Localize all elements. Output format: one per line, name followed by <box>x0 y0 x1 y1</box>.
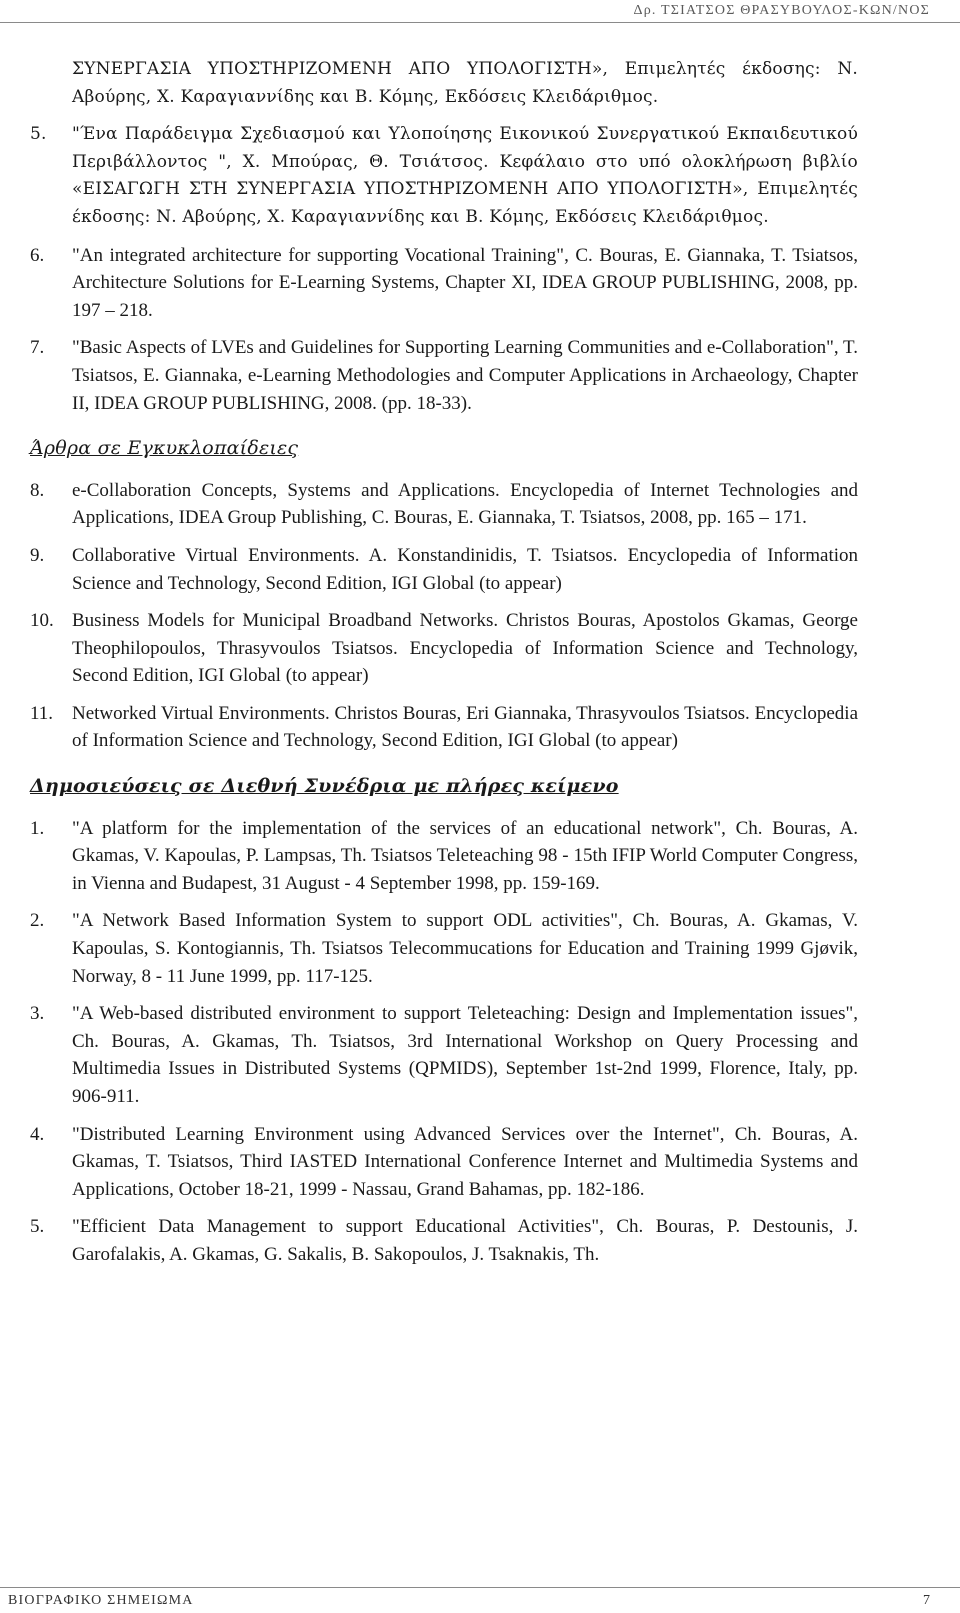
item-number: 8. <box>30 479 45 501</box>
encyclopedia-list <box>30 477 858 755</box>
list-item <box>30 242 858 325</box>
footer-title: ΒΙΟΓΡΑΦΙΚΟ ΣΗΜΕΙΩΜΑ <box>8 1593 194 1608</box>
list-item <box>30 121 858 231</box>
continuation-paragraph: ΣΥΝΕΡΓΑΣΙΑ ΥΠΟΣΤΗΡΙΖΟΜΕΝΗ ΑΠΟ ΥΠΟΛΟΓΙΣΤΗ», Επιμελητές έκδοσης: Ν. Αβούρης, Χ. Καραγιαννίδης και Β. Κόμης, Εκδόσεις Κλειδάριθμος. <box>72 59 858 107</box>
page-number: 7 <box>923 1593 930 1608</box>
item-number: 9. <box>30 544 45 566</box>
item-number: 4. <box>30 1123 45 1145</box>
page-header <box>0 0 960 26</box>
list-item <box>30 607 858 690</box>
list-item <box>30 542 858 597</box>
list-item <box>30 334 858 417</box>
item-number: 1. <box>30 817 45 839</box>
list-item <box>30 907 858 990</box>
item-number: 10. <box>30 610 54 632</box>
item-text: "Distributed Learning Environment using Advanced Services over the Internet", Ch. Bouras, A. Gkamas, T. Tsiatsos, Third IASTED International Conference Internet and Multimedia Systems and Applications, October 18-21, 1999 - Nassau, Grand Bahamas, pp. 182-186. <box>72 1123 858 1200</box>
item-number: 3. <box>30 1003 45 1025</box>
list-item <box>30 1213 858 1268</box>
item-text: "A Web-based distributed environment to support Teleteaching: Design and Implementation issues", Ch. Bouras, A. Gkamas, Th. Tsiatsos, 3rd International Workshop on Query Processing and Multimedia Issues in Distributed Systems (QPMIDS), September 1st-2nd 1999, Florence, Italy, pp. 906-911. <box>72 1003 858 1107</box>
item-number: 5. <box>30 1216 45 1238</box>
item-text: e-Collaboration Concepts, Systems and Applications. Encyclopedia of Internet Technologies and Applications, IDEA Group Publishing, C. Bouras, E. Giannaka, T. Tsiatsos, 2008, pp. 165 – 171. <box>72 479 858 529</box>
item-number: 5. <box>30 124 47 145</box>
item-number: 11. <box>30 702 54 724</box>
item-text: "A platform for the implementation of the services of an educational network", Ch. Bouras, A. Gkamas, V. Kapoulas, P. Lampsas, Th. Tsiatsos Teleteaching 98 - 15th IFIP World Computer Congress, in Vienna and Budapest, 31 August - 4 September 1998, pp. 159-169. <box>72 817 858 894</box>
page-footer <box>0 1587 960 1613</box>
list-item <box>30 700 858 755</box>
item-number: 2. <box>30 910 45 932</box>
item-text: Collaborative Virtual Environments. A. Konstandinidis, T. Tsiatsos. Encyclopedia of Information Science and Technology, Second Edition, IGI Global (to appear) <box>72 544 858 594</box>
running-title: Δρ. ΤΣΙΑΤΣΟΣ ΘΡΑΣΥΒΟΥΛΟΣ-ΚΩΝ/ΝΟΣ <box>633 3 930 18</box>
list-item <box>30 1121 858 1204</box>
item-text: Business Models for Municipal Broadband Networks. Christos Bouras, Apostolos Gkamas, George Theophilopoulos, Thrasyvoulos Tsiatsos. Encyclopedia of Information Science and Technology, Second Edition, IGI Global (to appear) <box>72 610 858 687</box>
item-number: 7. <box>30 337 45 359</box>
conference-list <box>30 815 858 1269</box>
item-text: "Efficient Data Management to support Educational Activities", Ch. Bouras, P. Destounis, J. Garofalakis, A. Gkamas, G. Sakalis, B. Sakopoulos, J. Tsaknakis, Th. <box>72 1216 858 1265</box>
item-text: "A Network Based Information System to support ODL activities", Ch. Bouras, A. Gkamas, V. Kapoulas, S. Kontogiannis, Th. Tsiatsos Telecommucations for Education and Training 1999 Gjøvik, Norway, 8 - 11 June 1999, pp. 117-125. <box>72 910 858 987</box>
conference-heading: Δημοσιεύσεις σε Διεθνή Συνέδρια με πλήρες κείμενο <box>30 775 619 798</box>
document-body <box>30 56 858 1279</box>
list-item <box>30 815 858 898</box>
item-text: "Basic Aspects of LVEs and Guidelines for Supporting Learning Communities and e-Collaboration", T. Tsiatsos, E. Giannaka, e-Learning Methodologies and Computer Applications in Archaeology, Chapter II, IDEA GROUP PUBLISHING, 2008. (pp. 18-33). <box>72 337 858 414</box>
footer-rule <box>0 1587 960 1588</box>
item-text: Networked Virtual Environments. Christos Bouras, Eri Giannaka, Thrasyvoulos Tsiatsos. Encyclopedia of Information Science and Technology, Second Edition, IGI Global (to appear) <box>72 702 858 752</box>
item-text: "Ένα Παράδειγμα Σχεδιασμού και Υλοποίησης Εικονικού Συνεργατικού Εκπαιδευτικού Περιβάλλοντος ", Χ. Μπούρας, Θ. Τσιάτσος. Κεφάλαιο στο υπό ολοκλήρωση βιβλίο «ΕΙΣΑΓΩΓΗ ΣΤΗ ΣΥΝΕΡΓΑΣΙΑ ΥΠΟΣΤΗΡΙΖΟΜΕΝΗ ΑΠΟ ΥΠΟΛΟΓΙΣΤΗ», Επιμελητές έκδοσης: Ν. Αβούρης, Χ. Καραγιαννίδης και Β. Κόμης, Εκδόσεις Κλειδάριθμος. <box>72 124 858 227</box>
item-number: 6. <box>30 244 45 266</box>
header-rule <box>0 22 960 23</box>
list-item <box>30 1000 858 1110</box>
list-item <box>30 477 858 532</box>
book-chapter-list <box>30 121 858 417</box>
encyclopedia-heading: Άρθρα σε Εγκυκλοπαίδειες <box>30 437 299 460</box>
item-text: "An integrated architecture for supporting Vocational Training", C. Bouras, E. Giannaka, T. Tsiatsos, Architecture Solutions for E-Learning Systems, Chapter XI, IDEA GROUP PUBLISHING, 2008, pp. 197 – 218. <box>72 244 858 321</box>
